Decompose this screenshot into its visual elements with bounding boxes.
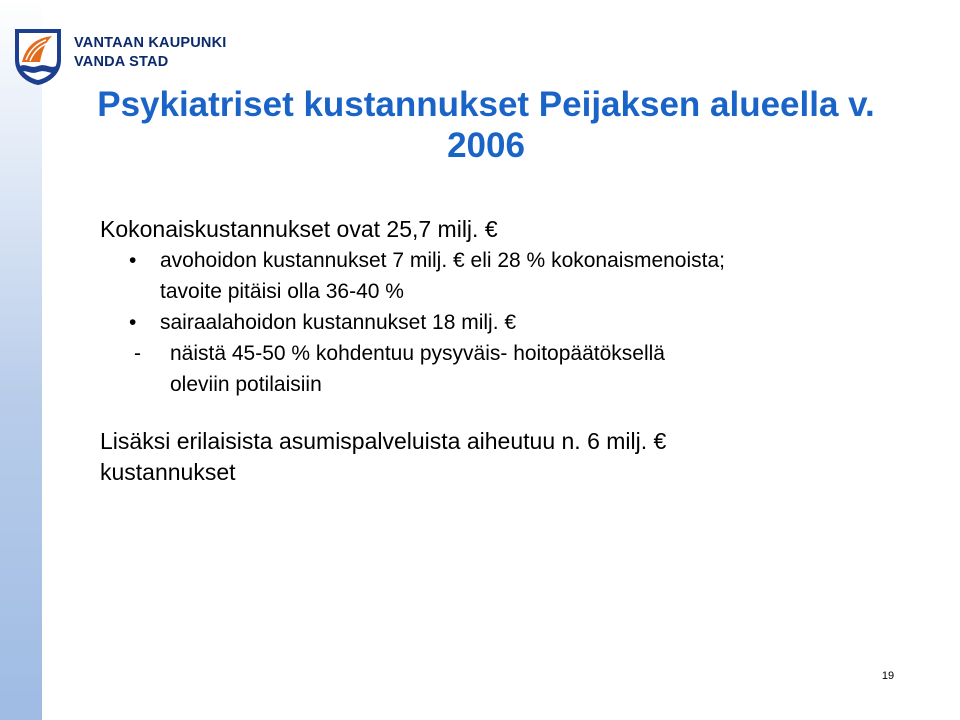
organization-name (74, 34, 227, 72)
bullet-marker: • (129, 249, 137, 272)
organization-name-swedish: VANDA STAD (74, 54, 169, 70)
bullet-marker: • (129, 311, 137, 334)
page-number: 19 (881, 670, 895, 682)
slide-title-line-1: Psykiatriset kustannukset Peijaksen alueella v. (97, 85, 875, 124)
sub-item-marker: - (134, 342, 141, 365)
sub-item-line: oleviin potilaisiin (170, 373, 322, 396)
bullet-item-text (160, 245, 725, 307)
bullet-item-inpatient (100, 307, 920, 338)
vantaa-coat-of-arms-logo (12, 26, 64, 86)
sub-item-text (170, 338, 665, 400)
slide-title-line-2: 2006 (447, 126, 525, 165)
closing-text-line-1: Lisäksi erilaisista asumispalveluista aiheutuu n. 6 milj. € (100, 428, 667, 454)
organization-name-finnish: VANTAAN KAUPUNKI (74, 35, 227, 51)
sub-item-long-term-patients (40, 338, 920, 400)
sub-item-line: näistä 45-50 % kohdentuu pysyväis- hoitopäätöksellä (170, 342, 665, 365)
closing-text-line-2: kustannukset (100, 459, 236, 485)
bullet-line: sairaalahoidon kustannukset 18 milj. € (160, 311, 517, 334)
slide-title (76, 84, 896, 166)
intro-text: Kokonaiskustannukset ovat 25,7 milj. € (100, 216, 498, 242)
bullet-line: tavoite pitäisi olla 36-40 % (160, 280, 404, 303)
decorative-side-band (0, 0, 42, 720)
bullet-item-outpatient (100, 245, 920, 307)
slide-body (100, 214, 920, 488)
bullet-line: avohoidon kustannukset 7 milj. € eli 28 % kokonaismenoista; (160, 249, 725, 272)
